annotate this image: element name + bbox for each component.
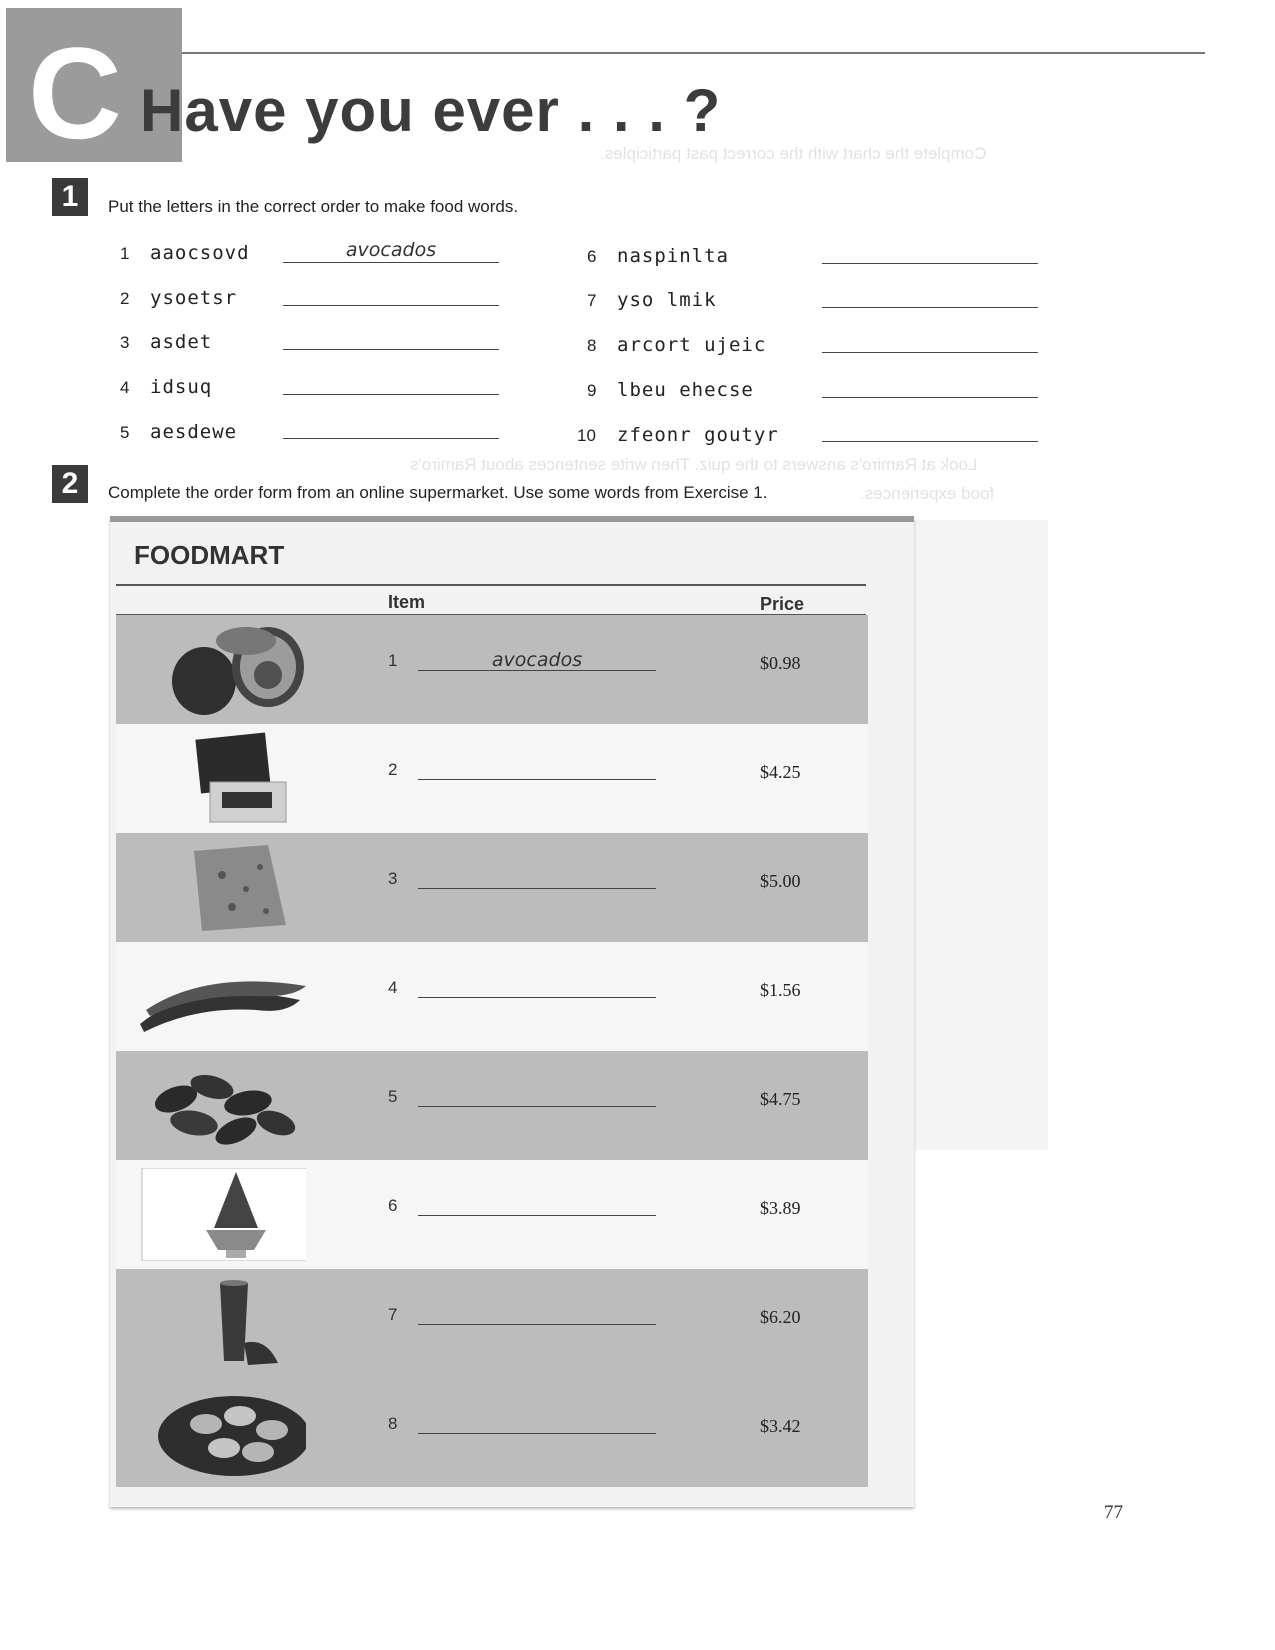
item-field[interactable] xyxy=(418,888,656,889)
item-price: $0.98 xyxy=(760,653,801,673)
scramble-item: 7 yso lmik xyxy=(587,289,717,311)
order-row xyxy=(116,833,868,942)
item-answer: avocados xyxy=(491,649,583,671)
item-field[interactable] xyxy=(418,1215,656,1216)
order-row xyxy=(116,1160,868,1269)
scramble-item: 4 idsuq xyxy=(120,376,213,398)
row-number: 4 xyxy=(388,978,398,997)
item-price: $6.20 xyxy=(760,1307,801,1327)
bleed-through-text: Look at Ramiro's answers to the quiz. Then write sentences about Ramiro's xyxy=(410,455,978,474)
item-price: $3.89 xyxy=(760,1198,801,1218)
column-header-item: Item xyxy=(388,592,426,612)
answer-field[interactable] xyxy=(283,394,499,395)
answer-field[interactable] xyxy=(822,263,1038,264)
seaweed-image xyxy=(136,732,306,825)
page-title: Have you ever . . . ? xyxy=(140,77,722,144)
item-price: $4.25 xyxy=(760,762,801,782)
section-letter: C xyxy=(28,20,122,166)
scramble-item: 8 arcort ujeic xyxy=(587,334,767,356)
column-header-price: Price xyxy=(760,594,805,614)
row-number: 1 xyxy=(388,651,398,670)
answer-text: avocados xyxy=(345,239,437,261)
order-row xyxy=(116,942,868,1051)
item-field[interactable] xyxy=(418,997,656,998)
scramble-item: 2 ysoetsr xyxy=(120,287,238,309)
carrot-juice-image xyxy=(136,1277,306,1370)
oysters-image xyxy=(136,1386,306,1479)
bleed-through-box xyxy=(912,520,1048,1150)
answer-field[interactable] xyxy=(822,397,1038,398)
form-rule xyxy=(116,584,866,586)
scramble-item: 1 aaocsovd xyxy=(120,242,250,264)
row-number: 2 xyxy=(388,760,398,779)
item-price: $3.42 xyxy=(760,1416,801,1436)
blue-cheese-image xyxy=(136,841,306,934)
answer-field[interactable] xyxy=(283,438,499,439)
scramble-item: 10 zfeonr goutyr xyxy=(577,424,779,446)
row-number: 7 xyxy=(388,1305,398,1324)
bleed-through-text: Complete the chart with the correct past participles. xyxy=(600,144,987,163)
bleed-through-text: food experiences. xyxy=(860,484,995,503)
row-number: 6 xyxy=(388,1196,398,1215)
item-price: $4.75 xyxy=(760,1089,801,1109)
answer-field[interactable] xyxy=(283,305,499,306)
item-price: $1.56 xyxy=(760,980,801,1000)
scramble-item: 5 aesdewe xyxy=(120,421,238,443)
order-row xyxy=(116,1051,868,1160)
exercise-1-number: 1 xyxy=(52,178,88,216)
exercise-2-instruction: Complete the order form from an online supermarket. Use some words from Exercise 1. xyxy=(108,483,768,502)
order-row xyxy=(116,724,868,833)
frozen-yogurt-image xyxy=(136,1168,306,1261)
plantain-image xyxy=(136,950,306,1043)
answer-field[interactable] xyxy=(822,307,1038,308)
item-price: $5.00 xyxy=(760,871,801,891)
item-field[interactable] xyxy=(418,1106,656,1107)
scramble-item: 9 lbeu ehecse xyxy=(587,379,754,401)
order-row xyxy=(116,1269,868,1378)
order-row xyxy=(116,615,868,724)
avocado-image xyxy=(136,623,306,716)
answer-field[interactable] xyxy=(283,262,499,263)
order-row xyxy=(116,1378,868,1487)
order-form xyxy=(110,516,914,1507)
exercise-2-number: 2 xyxy=(52,465,88,503)
scramble-item: 3 asdet xyxy=(120,331,213,353)
dates-image xyxy=(136,1059,306,1152)
header-rule xyxy=(182,52,1205,54)
page-number: 77 xyxy=(1104,1502,1123,1523)
row-number: 8 xyxy=(388,1414,398,1433)
scramble-item: 6 naspinlta xyxy=(587,245,729,267)
answer-field[interactable] xyxy=(283,349,499,350)
row-number: 5 xyxy=(388,1087,398,1106)
item-field[interactable] xyxy=(418,1433,656,1434)
item-field[interactable] xyxy=(418,779,656,780)
answer-field[interactable] xyxy=(822,352,1038,353)
store-name: FOODMART xyxy=(134,540,285,570)
row-number: 3 xyxy=(388,869,398,888)
exercise-1-instruction: Put the letters in the correct order to make food words. xyxy=(108,197,519,216)
answer-field[interactable] xyxy=(822,441,1038,442)
item-field[interactable] xyxy=(418,1324,656,1325)
